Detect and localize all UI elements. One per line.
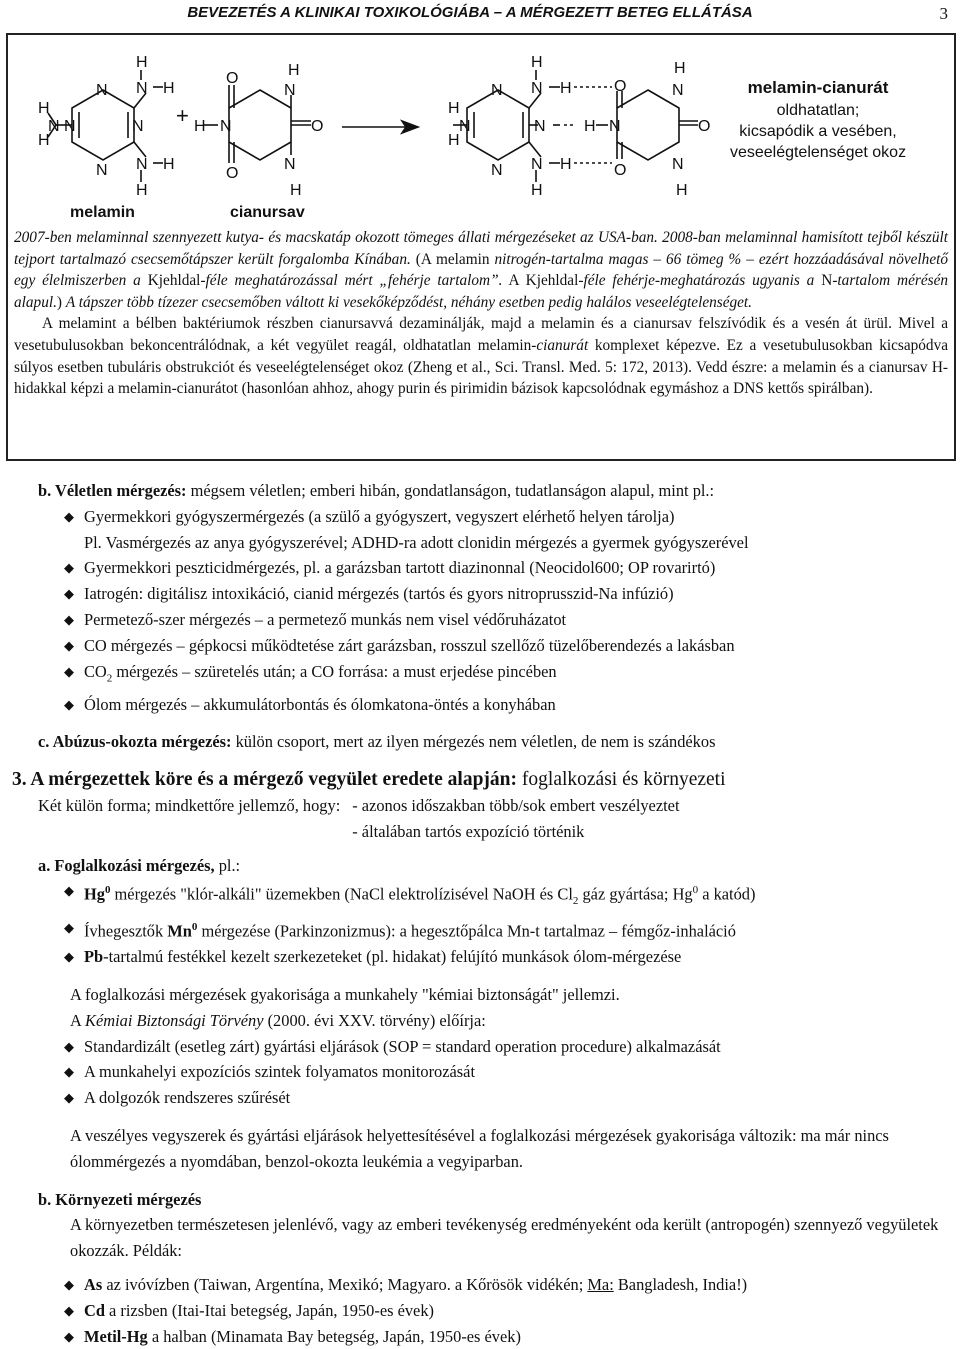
list-item: ◆ Standardizált (esetleg zárt) gyártási eljárások (SOP = standard operation procedure) alkalmazását [0,1034,960,1060]
atom-H: H [560,80,572,97]
env-list [0,1272,960,1349]
atom-N: N [491,162,503,179]
atom-H: H [38,100,50,117]
atom-N: N [220,118,232,135]
atom-O: O [698,118,711,135]
atom-N: N [132,118,144,135]
b-section-list-2 [0,555,960,717]
atom-N: N [96,162,108,179]
product-name: melamin-cianurát [747,78,889,97]
a-section-heading: a. Foglalkozási mérgezés, pl.: [38,855,241,875]
atom-N: N [96,82,108,99]
env-section-heading: b. Környezeti mérgezés [38,1189,202,1209]
atom-N: N [136,80,148,97]
section-3-forms: Két külön forma; mindkettőre jellemző, hogy: - azonos időszakban több/sok embert veszélyeztet - általában tartós expozíció történik [38,796,680,841]
atom-H: H [560,156,572,173]
b-section-example: Pl. Vasmérgezés az anya gyógyszerével; ADHD-ra adott clonidin mérgezés a gyermek gyógyszerével [84,532,749,552]
a-section-list [0,878,960,970]
product-note-3: veseelégtelenséget okoz [729,144,907,161]
list-item: ◆ Ívhegesztők Mn$^0$ mérgezése (Parkinzonizmus): a hegesztőpálca Mn-t tartalmaz – fémgőz-inhaláció [0,915,960,944]
cianursav-ring [229,90,291,160]
melamin-label: melamin [70,204,135,221]
melamine-info-box [6,33,956,461]
atom-O: O [226,165,239,182]
atom-H: H [674,60,686,77]
melamin-ring [72,90,134,160]
atom-N: N [64,118,76,135]
list-item: ◆ As az ivóvízben (Taiwan, Argentína, Mexikó; Magyaro. a Kőrösök vidékén; Ma: Bangladesh, India!) [0,1272,960,1298]
product-melamin-ring [467,90,529,160]
list-item: ◆ A dolgozók rendszeres szűrését [0,1085,960,1111]
c-section-heading: c. Abúzus-okozta mérgezés: külön csoport, mert az ilyen mérgezés nem véletlen, de nem is szándékos [38,732,716,752]
list-item: ◆ Pb-tartalmú festékkel kezelt szerkezeteket (pl. hidakat) felújító munkások ólom-mérgezése [0,944,960,970]
atom-N: N [48,118,60,135]
atom-H: H [136,54,148,71]
atom-N: N [672,82,684,99]
atom-H: H [290,182,302,199]
product-cianurat-ring [617,90,679,160]
list-item: ◆ Metil-Hg a halban (Minamata Bay betegség, Japán, 1950-es évek) [0,1324,960,1349]
atom-O: O [311,118,324,135]
atom-N: N [534,118,546,135]
atom-H: H [38,132,50,149]
atom-N: N [531,80,543,97]
list-item: ◆ Gyermekkori peszticidmérgezés, pl. a garázsban tartott diazinonnal (Neocidol600; OP rovarirtó) [0,555,960,581]
list-item: ◆ $CO_2$ mérgezés – szüretelés után; a CO forrása: a must erjedése pincében [0,659,960,692]
atom-O: O [614,78,627,95]
atom-H: H [676,182,688,199]
atom-N: N [609,118,621,135]
list-item: ◆ Permetező-szer mérgezés – a permetező munkás nem visel védőruházatot [0,607,960,633]
list-item: ◆ CO mérgezés – gépkocsi működtetése zárt garázsban, rosszul szellőző tüzelőberendezés a lakásban [0,633,960,659]
atom-H: H [584,118,596,135]
a-section-paragraph: A veszélyes vegyszerek és gyártási eljárások helyettesítésével a foglalkozási mérgezések gyakorisága változik: ma már nincs ólommérgezés a nyomdában, benzol-okozta leukémia a vegyiparban. [70,1126,889,1171]
list-item: ◆ Cd a rizsben (Itai-Itai betegség, Japán, 1950-es évek) [0,1298,960,1324]
atom-H: H [194,118,206,135]
atom-N: N [531,156,543,173]
list-item: ◆ Ólom mérgezés – akkumulátorbontás és ólomkatona-öntés a konyhában [0,692,960,718]
melamine-cyanurate-structure-diagram [8,35,954,255]
atom-H: H [531,54,543,71]
list-item: ◆ Iatrogén: digitálisz intoxikáció, cianid mérgezés (tartós és gyors nitroprusszid-Na infúzió) [0,581,960,607]
atom-N: N [491,82,503,99]
atom-N: N [136,156,148,173]
running-header: BEVEZETÉS A KLINIKAI TOXIKOLÓGIÁBA – A MÉRGEZETT BETEG ELLÁTÁSA [187,4,753,21]
plus-sign: + [176,103,189,128]
atom-O: O [614,162,627,179]
a-section-law: A Kémiai Biztonsági Törvény (2000. évi XXV. törvény) előírja: [70,1010,486,1030]
cianursav-label: cianursav [230,204,305,221]
b-section-list [0,504,960,530]
b-section-heading: b. Véletlen mérgezés: mégsem véletlen; emberi hibán, gondatlanságon, tudatlanságon alapul, mint pl.: [38,481,715,500]
atom-N: N [284,82,296,99]
atom-N: N [672,156,684,173]
atom-H: H [448,132,460,149]
env-section-text: A környezetben természetesen jelenlévő, vagy az emberi tevékenység eredményeként oda került (antropogén) szennyező vegyületek okozzák. Példák: [70,1215,939,1261]
atom-H: H [531,182,543,199]
box-paragraph-1: 2007-ben melaminnal szennyezett kutya- és macskatáp okozott tömeges állati mérgezéseket az USA-ban. 2008-ban melaminnal hamisított tejből készült tejport tartalmazó csecsemőtápszer került forgalomba Kínában. (A melamin nitrogén-tartalma magas – 66 tömeg % – ezért hozzáadásával növelhető egy élelmiszerben a Kjehldal-féle meghatározással mért „fehérje tartalom”. A Kjehldal-féle fehérje-meghatározás ugyanis a N-tartalom mérésén alapul.) A tápszer több tízezer csecsemőben váltott ki vesekőképződést, néhány esetben pedig halálos veseelégtelenséget. [14,229,949,311]
box-paragraph-2: A melamint a bélben baktériumok részben cianursavvá dezaminálják, majd a melamin és a cianursav felszívódik és a vesén át ürül. Mivel a vesetubulusokban bekoncentrálódnak, a két vegyület reagál, oldhatatlan melamin-cianurát komplexet képezve. Ez a vesetubulusokban kicsapódva súlyos esetben tubuláris obstrukciót és veseelégtelenséget okoz (Zheng et al., Sci. Transl. Med. 5: 172, 2013). Vedd észre: a melamin és a cianursav H-hidakkal képzi a melamin-cianurátot (hasonlóan ahhoz, ahogy purin és pirimidin bázisok kapcsolódnak egymáshoz a DNS kettős spirálban). [14,315,949,398]
atom-O: O [226,70,239,87]
a-section-frequency: A foglalkozási mérgezések gyakorisága a munkahely "kémiai biztonságát" jellemzi. [70,985,620,1005]
atom-H: H [163,80,175,97]
product-note-1: oldhatatlan; [776,102,860,119]
atom-H: H [288,62,300,79]
section-3-heading: 3. A mérgezettek köre és a mérgező vegyület eredete alapján: foglalkozási és környezeti [12,769,726,791]
page-number: 3 [939,4,948,23]
law-list [0,1034,960,1111]
atom-H: H [136,182,148,199]
list-item: ◆ Gyermekkori gyógyszermérgezés (a szülő a gyógyszert, vegyszert elérhető helyen tárolja) [0,504,960,530]
main-content [0,478,960,1349]
product-note-2: kicsapódik a vesében, [739,123,897,140]
atom-H: H [163,156,175,173]
atom-N: N [459,118,471,135]
list-item: ◆ A munkahelyi expozíciós szintek folyamatos monitorozását [0,1059,960,1085]
list-item: ◆ Hg$^0$ mérgezés "klór-alkáli" üzemekben (NaCl elektrolízisével NaOH és $Cl_2$ gáz gyártása; Hg$^0$ a katód) [0,878,960,915]
atom-N: N [284,156,296,173]
atom-H: H [448,100,460,117]
box-text [14,227,948,400]
